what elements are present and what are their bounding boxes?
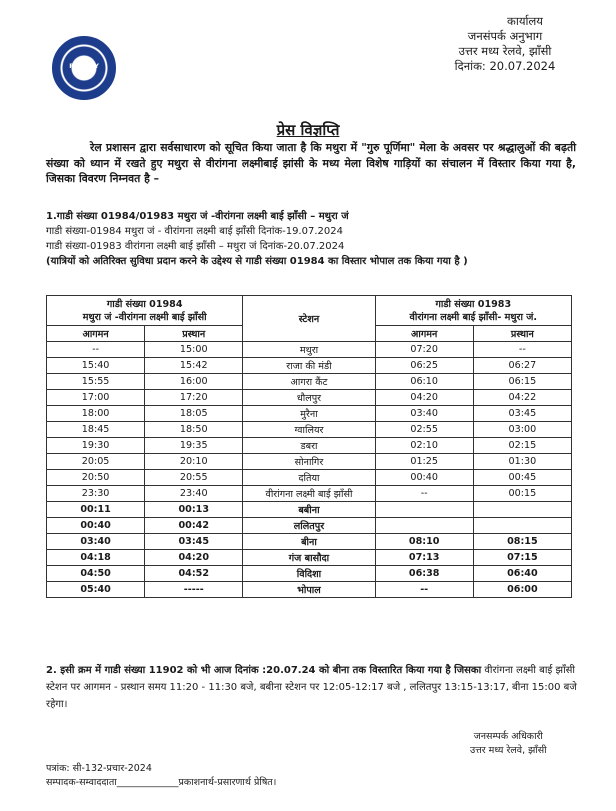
arrival-cell: 04:20 [375, 390, 473, 406]
section-1-heading: 1.गाडी संख्या 01984/01983 मथुरा जं -वीरांगना लक्ष्मी बाई झाँसी – मथुरा जं [46, 211, 349, 222]
arrival-cell: -- [375, 486, 473, 502]
table-row [47, 470, 572, 486]
left-train-number: गाडी संख्या 01984 [106, 298, 183, 310]
departure-cell: 06:40 [473, 566, 571, 582]
departure-cell: 19:35 [145, 438, 243, 454]
departure-cell: 03:45 [145, 534, 243, 550]
footer-to: सम्पादक-सम्वाददाता_____________प्रकाशनार्थ-प्रसारणार्थ प्रेषित। [46, 777, 277, 788]
departure-cell: 18:50 [145, 422, 243, 438]
departure-cell: 04:52 [145, 566, 243, 582]
departure-cell: -- [473, 342, 571, 358]
arrival-cell: 03:40 [375, 406, 473, 422]
station-cell: बबीना [243, 502, 375, 518]
table-row [47, 422, 572, 438]
date-label: दिनांक: [454, 59, 486, 73]
arrival-header: आगमन [375, 326, 473, 342]
table-row [47, 454, 572, 470]
table-row [47, 518, 572, 534]
office-line-3: उत्तर मध्य रेलवे, झाँसी [458, 44, 552, 58]
departure-cell: 03:45 [473, 406, 571, 422]
table-row [47, 502, 572, 518]
table-row [47, 550, 572, 566]
station-cell: गंज बासौदा [243, 550, 375, 566]
station-cell: राजा की मंडी [243, 358, 375, 374]
arrival-cell [375, 502, 473, 518]
arrival-cell: 18:45 [47, 422, 145, 438]
station-cell: सोनागिर [243, 454, 375, 470]
arrival-cell: 04:50 [47, 566, 145, 582]
arrival-cell: 02:10 [375, 438, 473, 454]
departure-cell [473, 502, 571, 518]
departure-cell: 15:42 [145, 358, 243, 374]
departure-cell: 06:00 [473, 582, 571, 598]
station-cell: आगरा कैंट [243, 374, 375, 390]
departure-cell: 16:00 [145, 374, 243, 390]
signature-line-2: उत्तर मध्य रेलवे, झाँसी [470, 745, 547, 756]
departure-header: प्रस्थान [473, 326, 571, 342]
arrival-cell: 07:20 [375, 342, 473, 358]
arrival-cell: 05:40 [47, 582, 145, 598]
departure-cell: 06:15 [473, 374, 571, 390]
arrival-cell: 20:50 [47, 470, 145, 486]
arrival-cell: 06:10 [375, 374, 473, 390]
office-line-2: जनसंपर्क अनुभाग [467, 29, 543, 43]
logo-text: RAILWAY [69, 63, 99, 70]
footer [46, 762, 276, 790]
right-train-route: वीरांगना लक्ष्मी बाई झाँसी- मथुरा जं. [409, 311, 538, 323]
arrival-cell: 18:00 [47, 406, 145, 422]
departure-cell: 20:10 [145, 454, 243, 470]
arrival-cell: 06:38 [375, 566, 473, 582]
table-row [47, 358, 572, 374]
arrival-cell: 00:11 [47, 502, 145, 518]
arrival-cell: 17:00 [47, 390, 145, 406]
departure-cell: 06:27 [473, 358, 571, 374]
arrival-cell: 20:05 [47, 454, 145, 470]
section-2-rest: वीरांगना लक्ष्मी बाई झाँसी स्टेशन पर आगमन - प्रस्थान समय 11:20 - 11:30 बजे, बबीना स्टेशन पर 12:05-12:17 बजे , ललितपुर 13:15-13:17, बीना 15:00 बजे रहेगा। [46, 665, 577, 710]
departure-header: प्रस्थान [145, 326, 243, 342]
table-row [47, 534, 572, 550]
station-cell: विदिशा [243, 566, 375, 582]
arrival-cell: 04:18 [47, 550, 145, 566]
departure-cell: 02:15 [473, 438, 571, 454]
date-value: 20.07.2024 [489, 59, 556, 73]
table-row [47, 390, 572, 406]
departure-cell: 04:20 [145, 550, 243, 566]
departure-cell: 20:55 [145, 470, 243, 486]
arrival-cell: 23:30 [47, 486, 145, 502]
right-train-number: गाडी संख्या 01983 [435, 298, 512, 310]
station-cell: बीना [243, 534, 375, 550]
departure-cell: ----- [145, 582, 243, 598]
arrival-cell: 03:40 [47, 534, 145, 550]
arrival-header: आगमन [47, 326, 145, 342]
section-1 [46, 209, 586, 269]
table-row [47, 406, 572, 422]
signature-block [470, 730, 547, 758]
arrival-cell: 08:10 [375, 534, 473, 550]
table-row [47, 342, 572, 358]
left-train-header [47, 296, 243, 326]
railway-logo-icon [52, 36, 116, 100]
station-cell: ग्वालियर [243, 422, 375, 438]
section-2 [46, 662, 586, 713]
arrival-cell: -- [375, 582, 473, 598]
departure-cell: 23:40 [145, 486, 243, 502]
date-line [430, 59, 580, 74]
station-cell: ललितपुर [243, 518, 375, 534]
table-row [47, 486, 572, 502]
section-1-note: (यात्रियों को अतिरिक्त सुविधा प्रदान करने के उद्देश्य से गाडी संख्या 01984 का विस्तार भोपाल तक किया गया है ) [46, 256, 468, 267]
departure-cell: 18:05 [145, 406, 243, 422]
departure-cell: 00:42 [145, 518, 243, 534]
departure-cell: 04:22 [473, 390, 571, 406]
arrival-cell: 00:40 [47, 518, 145, 534]
intro-text: रेल प्रशासन द्वारा सर्वसाधारण को सूचित किया जाता है कि मथुरा में "गुरु पूर्णिमा" मेला के अवसर पर श्रद्धालुओं की बढ़ती संख्या को ध्यान में रखते हुए मथुरा से वीरांगना लक्ष्मीबाई झांसी के मध्य मेला विशेष गाड़ियों का संचालन में विस्तार किया गया है, जिसका विवरण निम्नवत है – [46, 141, 576, 185]
departure-cell: 00:15 [473, 486, 571, 502]
departure-cell: 17:20 [145, 390, 243, 406]
station-cell: वीरांगना लक्ष्मी बाई झाँसी [243, 486, 375, 502]
left-train-route: मथुरा जं -वीरांगना लक्ष्मी बाई झाँसी [82, 311, 207, 323]
arrival-cell: 15:55 [47, 374, 145, 390]
station-header: स्टेशन [243, 296, 375, 342]
intro-paragraph [46, 140, 576, 187]
office-line-1: कार्यालय [507, 14, 543, 28]
table-row [47, 374, 572, 390]
section-2-lead: 2. इसी क्रम में गाडी संख्या 11902 को भी आज दिनांक :20.07.24 को बीना तक विस्तारित किया गया है जिसका [46, 665, 482, 676]
station-cell: मथुरा [243, 342, 375, 358]
departure-cell: 00:45 [473, 470, 571, 486]
departure-cell: 08:15 [473, 534, 571, 550]
arrival-cell: 19:30 [47, 438, 145, 454]
table-row [47, 582, 572, 598]
section-1-line-2: गाडी संख्या-01983 वीरांगना लक्ष्मी बाई झाँसी – मथुरा जं दिनांक-20.07.2024 [46, 241, 345, 252]
page-title: प्रेस विज्ञप्ति [276, 121, 340, 139]
arrival-cell: 00:40 [375, 470, 473, 486]
departure-cell [473, 518, 571, 534]
arrival-cell: 06:25 [375, 358, 473, 374]
arrival-cell: 01:25 [375, 454, 473, 470]
right-train-header [375, 296, 571, 326]
departure-cell: 03:00 [473, 422, 571, 438]
arrival-cell [375, 518, 473, 534]
arrival-cell: -- [47, 342, 145, 358]
station-cell: धौलपुर [243, 390, 375, 406]
station-cell: मुरैना [243, 406, 375, 422]
arrival-cell: 15:40 [47, 358, 145, 374]
station-cell: भोपाल [243, 582, 375, 598]
station-cell: दतिया [243, 470, 375, 486]
table-row [47, 566, 572, 582]
departure-cell: 01:30 [473, 454, 571, 470]
station-cell: डबरा [243, 438, 375, 454]
departure-cell: 15:00 [145, 342, 243, 358]
signature-line-1: जनसम्पर्क अधिकारी [473, 731, 543, 742]
table-row [47, 438, 572, 454]
departure-cell: 07:15 [473, 550, 571, 566]
office-address [430, 14, 580, 74]
footer-ref: पत्रांक: सी-132-प्रचार-2024 [46, 763, 152, 774]
schedule-table [46, 295, 572, 598]
departure-cell: 00:13 [145, 502, 243, 518]
arrival-cell: 02:55 [375, 422, 473, 438]
section-1-line-1: गाडी संख्या-01984 मथुरा जं - वीरांगना लक्ष्मी बाई झाँसी दिनांक-19.07.2024 [46, 226, 343, 237]
arrival-cell: 07:13 [375, 550, 473, 566]
